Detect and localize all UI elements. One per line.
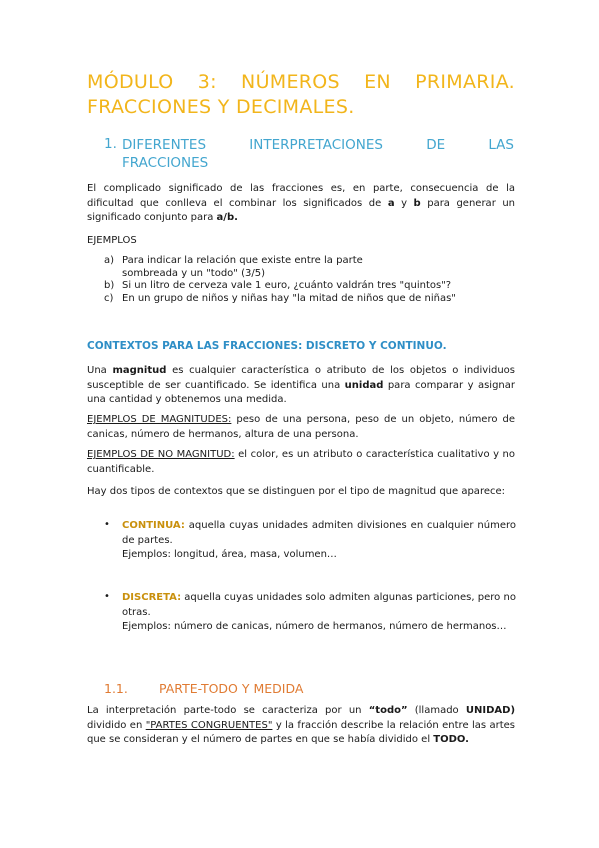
- bold-term: magnitud: [112, 365, 167, 376]
- no-magnitud-paragraph: [87, 448, 515, 477]
- list-item-text: En un grupo de niños y niñas hay "la mitad de niños que de niñas": [122, 292, 456, 304]
- list-item-text: Para indicar la relación que existe entre la parte sombreada y un "todo" (3/5): [122, 255, 363, 279]
- examples-list: [104, 255, 524, 305]
- underlined-term: "PARTES CONGRUENTES": [145, 719, 273, 731]
- list-item-label: a): [104, 255, 115, 266]
- section-heading-word: LAS: [488, 137, 514, 153]
- section-number: 1.: [104, 136, 117, 152]
- discreta-examples: Ejemplos: número de canicas, número de hermanos, número de hermanos…: [122, 621, 507, 632]
- parte-todo-paragraph: [87, 704, 515, 748]
- section-heading-word: INTERPRETACIONES: [249, 137, 383, 153]
- intro-bold-b: b: [413, 197, 421, 209]
- subsection-heading: PARTE-TODO Y MEDIDA: [159, 681, 304, 696]
- paragraph-text: y la fracción describe la relación entre las artes que se consideran y el número de partes en que se había dividido el: [87, 719, 516, 745]
- underlined-label: EJEMPLOS DE MAGNITUDES:: [87, 414, 232, 425]
- list-item: [104, 255, 524, 280]
- list-item-label: c): [104, 292, 114, 304]
- section-heading-word: DE: [426, 137, 446, 153]
- module-title-line2: FRACCIONES Y DECIMALES.: [87, 96, 355, 118]
- intro-text: para generar un significado conjunto para: [87, 197, 515, 223]
- paragraph-text: peso de una persona, peso de un objeto, número de canicas, número de hermanos, altura de una persona.: [87, 414, 515, 440]
- section-heading-line2: FRACCIONES: [122, 155, 209, 171]
- magnitud-paragraph: [87, 364, 515, 408]
- continua-label: CONTINUA:: [122, 520, 185, 531]
- paragraph-text: La interpretación parte-todo se caracteriza por un: [87, 705, 369, 716]
- list-item-label: b): [104, 280, 115, 291]
- list-item: [104, 519, 516, 563]
- intro-text: y: [394, 197, 414, 209]
- intro-text: El complicado significado de las fracciones es, en parte, consecuencia de la dificultad que conlleva el combinar los significados de: [87, 183, 515, 209]
- paragraph-text: aquella cuyas unidades solo admiten algunas particiones, pero no otras.: [122, 592, 516, 618]
- context-types-paragraph: Hay dos tipos de contextos que se distinguen por el tipo de magnitud que aparece:: [87, 486, 506, 497]
- paragraph-text: dividido en: [87, 719, 146, 731]
- subsection-number: 1.1.: [104, 681, 128, 696]
- contexts-heading: CONTEXTOS PARA LAS FRACCIONES: DISCRETO Y CONTINUO.: [87, 340, 447, 352]
- paragraph-text: para comparar y asignar una cantidad y obtenemos una medida.: [87, 379, 515, 405]
- list-item: [104, 280, 524, 293]
- bold-term: unidad: [344, 379, 384, 391]
- magnitudes-examples-paragraph: [87, 413, 515, 442]
- intro-bold-ab: a/b.: [216, 212, 238, 223]
- list-item-text: Si un litro de cerveza vale 1 euro, ¿cuánto valdrán tres "quintos"?: [122, 280, 452, 291]
- intro-bold-a: a: [387, 197, 395, 209]
- paragraph-text: es cualquier característica o atributo de los objetos o individuos susceptible de ser cuantificado. Se identifica una: [87, 365, 515, 391]
- bullet-icon: •: [104, 519, 110, 530]
- paragraph-text: Una: [87, 365, 113, 376]
- examples-label: EJEMPLOS: [87, 235, 137, 246]
- paragraph-text: aquella cuyas unidades admiten divisiones en cualquier número de partes.: [122, 520, 516, 546]
- section-heading: [122, 136, 514, 172]
- list-item: [104, 293, 524, 306]
- bold-term: “todo”: [368, 705, 408, 716]
- module-title: [87, 70, 515, 120]
- paragraph-text: el color, es un atributo o característica cualitativo y no cuantificable.: [87, 449, 515, 475]
- bold-term: UNIDAD): [465, 705, 516, 716]
- bold-term: TODO.: [433, 734, 469, 745]
- continua-examples: Ejemplos: longitud, área, masa, volumen…: [122, 549, 337, 560]
- discreta-label: DISCRETA:: [122, 592, 182, 603]
- list-item: [104, 591, 516, 635]
- module-title-line1: MÓDULO 3: NÚMEROS EN PRIMARIA.: [87, 71, 515, 93]
- bullet-icon: •: [104, 591, 110, 602]
- section-heading-word: DIFERENTES: [122, 137, 207, 153]
- paragraph-text: (llamado: [407, 705, 466, 716]
- intro-paragraph: [87, 182, 515, 226]
- underlined-label: EJEMPLOS DE NO MAGNITUD:: [87, 449, 235, 460]
